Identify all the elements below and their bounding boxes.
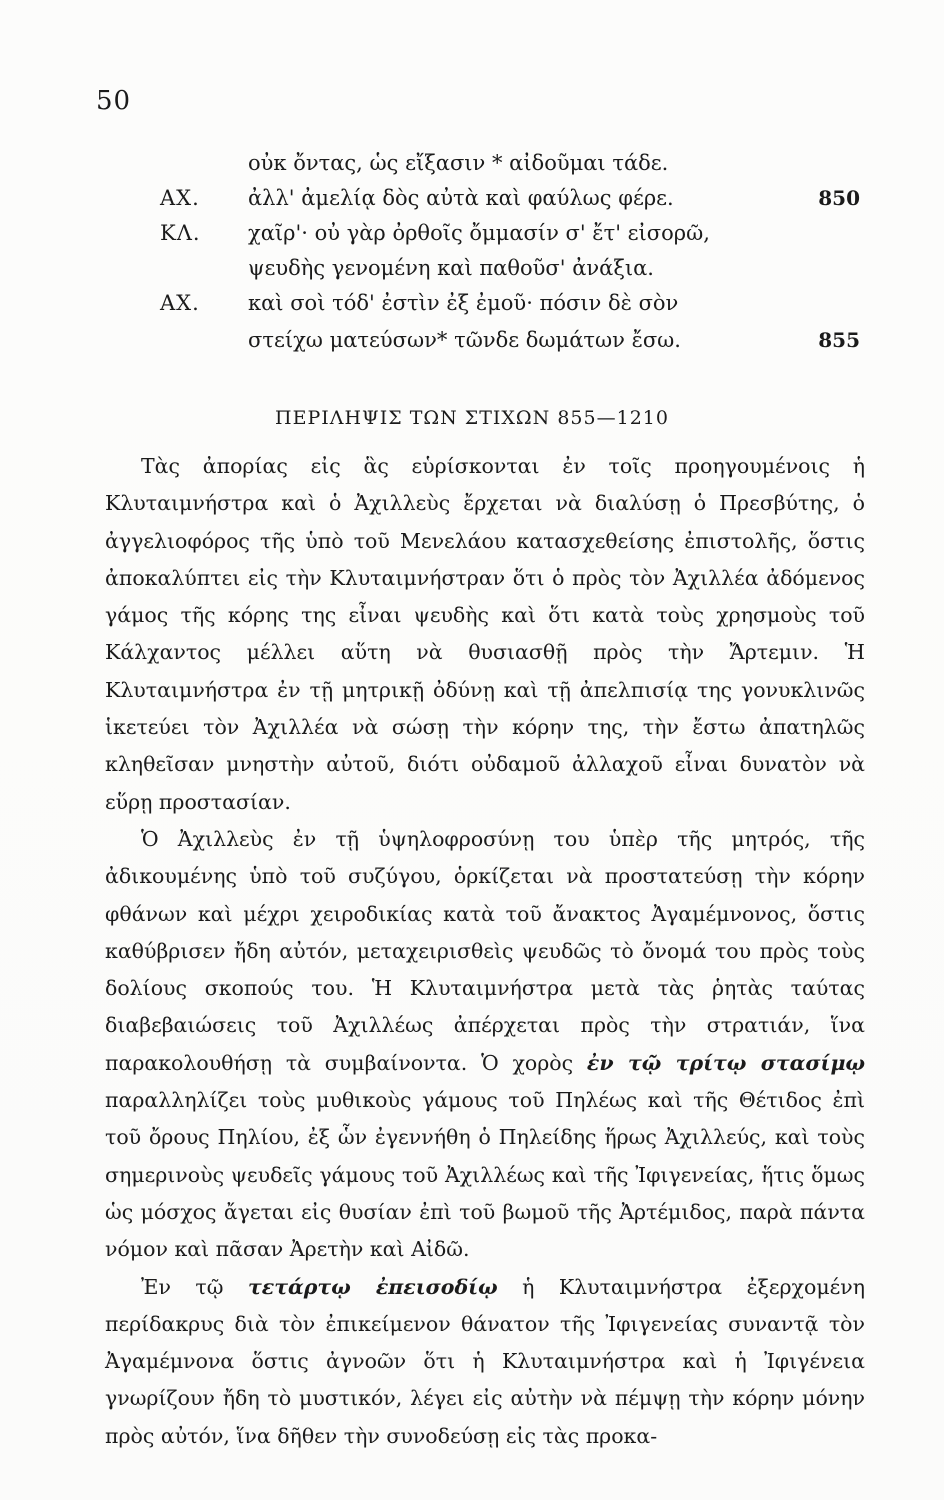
verse-text: ἀλλ' ἀμελίᾳ δὸς αὐτὰ καὶ φαύλως φέρε.: [248, 186, 674, 210]
section-title: ΠΕΡΙΛΗΨΙΣ ΤΩΝ ΣΤΙΧΩΝ 855—1210: [275, 407, 669, 429]
emphasized-phrase: ἐν τῷ τρίτῳ στασίμῳ: [586, 1050, 865, 1075]
speaker-label: ΑΧ.: [160, 186, 200, 210]
verse-text: ψευδὴς γενομένη καὶ παθοῦσ' ἀνάξια.: [248, 256, 654, 280]
line-number: 850: [818, 186, 860, 210]
text-span: Ἐν τῷ: [141, 1274, 248, 1299]
speaker-label: ΑΧ.: [160, 291, 200, 315]
page-number: 50: [96, 86, 132, 116]
line-number: 855: [818, 328, 860, 352]
summary-paragraph: [105, 821, 865, 1269]
text-span: Ὁ Ἀχιλλεὺς ἐν τῇ ὑψηλοφροσύνῃ του ὑπὲρ τῆς μητρός, τῆς ἀδικουμένης ὑπὸ τοῦ συζύγου, ὁρκίζεται νὰ προστατεύσῃ τὴν κόρην φθάνων καὶ μέχρι χειροδικίας κατὰ τοῦ ἄνακτος Ἀγαμέμνονος, ὅστις καθύβρισεν ἤδη αὐτόν, μεταχειρισθεὶς ψευδῶς τὸ ὄνομά του πρὸς τοὺς δολίους σκοπούς του. Ἡ Κλυταιμνήστρα μετὰ τὰς ῥητὰς ταύτας διαβεβαιώσεις τοῦ Ἀχιλλέως ἀπέρχεται πρὸς τὴν στρατιάν, ἵνα παρακολουθήσῃ τὰ συμβαίνοντα. Ὁ χορὸς: [105, 826, 865, 1075]
speaker-label: ΚΛ.: [160, 221, 201, 245]
verse-text: οὐκ ὄντας, ὡς εἴξασιν * αἰδοῦμαι τάδε.: [248, 151, 669, 175]
verse-text: καὶ σοὶ τόδ' ἐστὶν ἐξ ἐμοῦ· πόσιν δὲ σὸν: [248, 291, 679, 315]
verse-text: στείχω ματεύσων* τῶνδε δωμάτων ἔσω.: [248, 328, 681, 352]
emphasized-phrase: τετάρτῳ ἐπεισοδίῳ: [247, 1274, 498, 1299]
verse-line: [160, 146, 860, 180]
verse-line: [160, 323, 860, 357]
verse-line: [160, 181, 860, 215]
summary-paragraph: [105, 1269, 865, 1455]
verse-line: [160, 216, 860, 250]
verse-text: χαῖρ'· οὐ γὰρ ὀρθοῖς ὄμμασίν σ' ἔτ' εἰσορῶ,: [248, 221, 710, 245]
text-span: παραλληλίζει τοὺς μυθικοὺς γάμους τοῦ Πηλέως καὶ τῆς Θέτιδος ἐπὶ τοῦ ὄρους Πηλίου, ἐξ ὧν ἐγεννήθη ὁ Πηλείδης ἥρως Ἀχιλλεύς, καὶ τοὺς σημερινοὺς ψευδεῖς γάμους τοῦ Ἀχιλλέως καὶ τῆς Ἰφιγενείας, ἥτις ὅμως ὡς μόσχος ἄγεται εἰς θυσίαν ἐπὶ τοῦ βωμοῦ τῆς Ἀρτέμιδος, παρὰ πάντα νόμον καὶ πᾶσαν Ἀρετὴν καὶ Αἰδῶ.: [105, 1088, 865, 1262]
summary-text: [105, 448, 865, 1455]
summary-paragraph: [105, 448, 865, 821]
verse-line: [160, 251, 860, 285]
verse-line: [160, 286, 860, 320]
text-span: ἡ Κλυταιμνήστρα ἐξερχομένη περίδακρυς διὰ τὸν ἐπικείμενον θάνατον τῆς Ἰφιγενείας συναντᾷ τὸν Ἀγαμέμνονα ὅστις ἀγνοῶν ὅτι ἡ Κλυταιμνήστρα καὶ ἡ Ἰφιγένεια γνωρίζουν ἤδη τὸ μυστικόν, λέγει εἰς αὐτὴν νὰ πέμψῃ τὴν κόρην μόνην πρὸς αὐτόν, ἵνα δῆθεν τὴν συνοδεύσῃ εἰς τὰς προκα-: [105, 1274, 866, 1448]
text-span: Τὰς ἀπορίας εἰς ἃς εὑρίσκονται ἐν τοῖς προηγουμένοις ἡ Κλυταιμνήστρα καὶ ὁ Ἀχιλλεὺς ἔρχεται νὰ διαλύσῃ ὁ Πρεσβύτης, ὁ ἀγγελιοφόρος τῆς ὑπὸ τοῦ Μενελάου κατασχεθείσης ἐπιστολῆς, ὅστις ἀποκαλύπτει εἰς τὴν Κλυταιμνήστραν ὅτι ὁ πρὸς τὸν Ἀχιλλέα ἀδόμενος γάμος τῆς κόρης της εἶναι ψευδὴς καὶ ὅτι κατὰ τοὺς χρησμοὺς τοῦ Κάλχαντος μέλλει αὕτη νὰ θυσιασθῇ πρὸς τὴν Ἄρτεμιν. Ἡ Κλυταιμνήστρα ἐν τῇ μητρικῇ ὀδύνῃ καὶ τῇ ἀπελπισίᾳ της γονυκλινῶς ἱκετεύει τὸν Ἀχιλλέα νὰ σώσῃ τὴν κόρην της, τὴν ἔστω ἀπατηλῶς κληθεῖσαν μνηστὴν αὐτοῦ, διότι οὐδαμοῦ ἀλλαχοῦ εἶναι δυνατὸν νὰ εὕρῃ προστασίαν.: [105, 454, 865, 814]
